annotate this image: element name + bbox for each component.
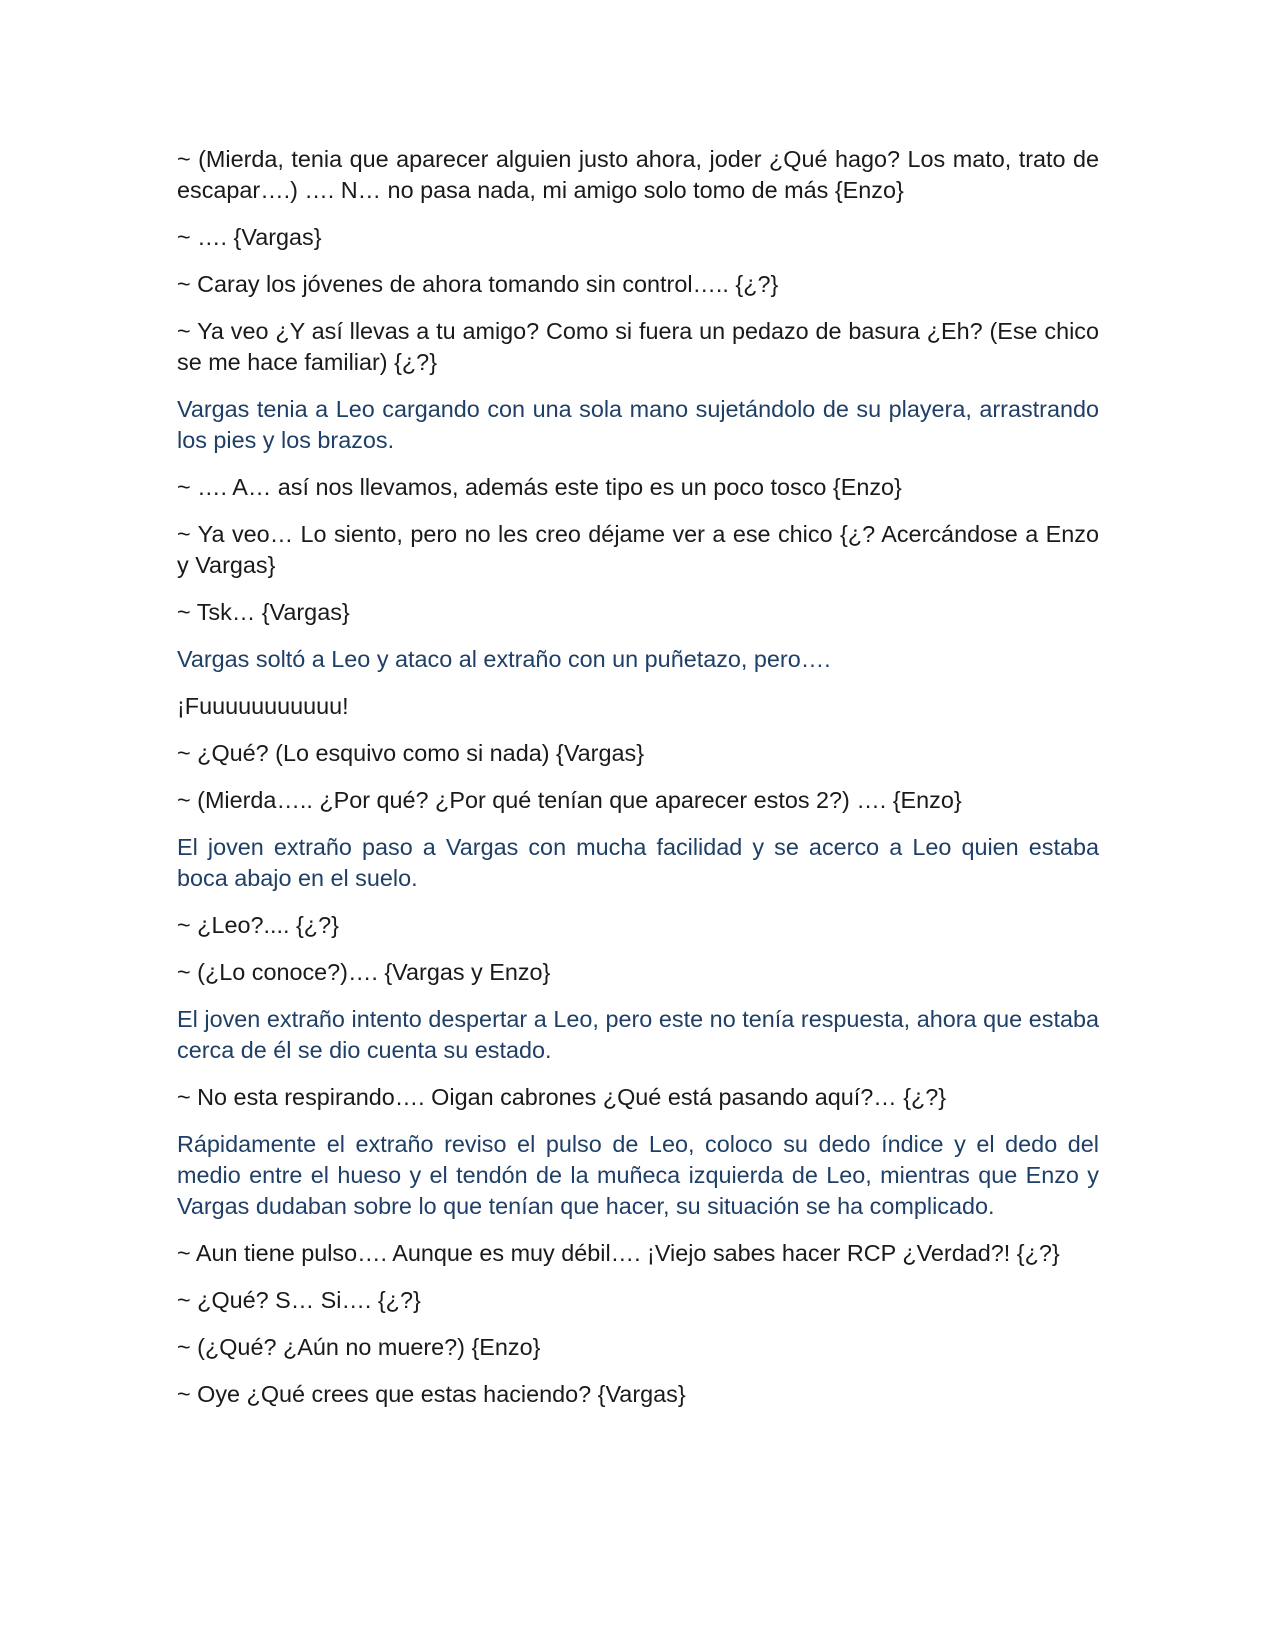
dialogue-line: ~ ¿Leo?.... {¿?} xyxy=(177,912,339,938)
narration-paragraph: Rápidamente el extraño reviso el pulso de Leo, coloco su dedo índice y el dedo del medio entre el hueso y el tendón de la muñeca izquierda de Leo, mientras que Enzo y Vargas dudaban sobre lo que tenían que hacer, su situación se ha complicado. xyxy=(177,1131,1099,1219)
dialogue-line: ~ Ya veo… Lo siento, pero no les creo déjame ver a ese chico {¿? Acercándose a Enzo y Vargas} xyxy=(177,521,1099,578)
narration-paragraph: Vargas soltó a Leo y ataco al extraño con un puñetazo, pero…. xyxy=(177,646,831,672)
dialogue-line: ~ ¿Qué? S… Si…. {¿?} xyxy=(177,1287,421,1313)
dialogue-line: ~ (¿Lo conoce?)…. {Vargas y Enzo} xyxy=(177,959,551,985)
sound-effect-line: ¡Fuuuuuuuuuuu! xyxy=(177,693,349,719)
dialogue-line: ~ (Mierda….. ¿Por qué? ¿Por qué tenían que aparecer estos 2?) …. {Enzo} xyxy=(177,787,962,813)
dialogue-line: ~ Caray los jóvenes de ahora tomando sin control….. {¿?} xyxy=(177,271,779,297)
narration-paragraph: El joven extraño paso a Vargas con mucha facilidad y se acerco a Leo quien estaba boca abajo en el suelo. xyxy=(177,834,1099,891)
narration-paragraph: El joven extraño intento despertar a Leo, pero este no tenía respuesta, ahora que estaba cerca de él se dio cuenta su estado. xyxy=(177,1006,1099,1063)
dialogue-line: ~ (Mierda, tenia que aparecer alguien justo ahora, joder ¿Qué hago? Los mato, trato de escapar….) …. N… no pasa nada, mi amigo solo tomo de más {Enzo} xyxy=(177,146,1099,203)
narration-paragraph: Vargas tenia a Leo cargando con una sola mano sujetándolo de su playera, arrastrando los pies y los brazos. xyxy=(177,396,1099,453)
dialogue-line: ~ Tsk… {Vargas} xyxy=(177,599,350,625)
dialogue-line: ~ …. A… así nos llevamos, además este tipo es un poco tosco {Enzo} xyxy=(177,474,902,500)
dialogue-line: ~ Aun tiene pulso…. Aunque es muy débil…. ¡Viejo sabes hacer RCP ¿Verdad?! {¿?} xyxy=(177,1240,1060,1266)
dialogue-line: ~ Oye ¿Qué crees que estas haciendo? {Vargas} xyxy=(177,1381,686,1407)
dialogue-line: ~ ¿Qué? (Lo esquivo como si nada) {Vargas} xyxy=(177,740,645,766)
story-text xyxy=(177,144,1099,1426)
dialogue-line: ~ …. {Vargas} xyxy=(177,224,322,250)
dialogue-line: ~ (¿Qué? ¿Aún no muere?) {Enzo} xyxy=(177,1334,541,1360)
dialogue-line: ~ Ya veo ¿Y así llevas a tu amigo? Como si fuera un pedazo de basura ¿Eh? (Ese chico se me hace familiar) {¿?} xyxy=(177,318,1099,375)
dialogue-line: ~ No esta respirando…. Oigan cabrones ¿Qué está pasando aquí?… {¿?} xyxy=(177,1084,947,1110)
